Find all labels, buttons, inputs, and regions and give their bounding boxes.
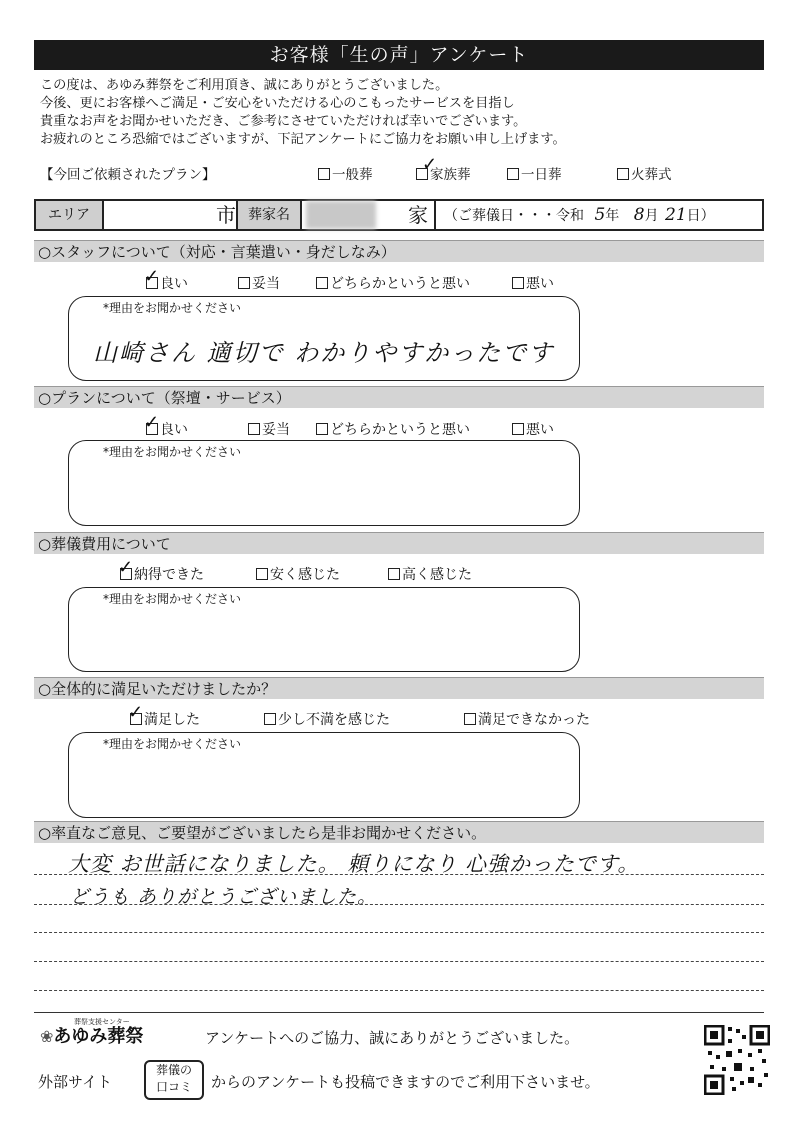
check-mark-icon: ✓	[144, 266, 160, 287]
section-plan-heading: ○プランについて（祭壇・サービス）	[34, 386, 764, 408]
writing-line	[34, 932, 764, 933]
section-overall-heading: ○全体的に満足いただけましたか？	[34, 677, 764, 699]
logo-text: あゆみ葬祭	[53, 1026, 144, 1047]
plan-options	[0, 412, 800, 439]
option-label: 少し不満を感じた	[278, 712, 390, 728]
date-year-unit: 年	[605, 208, 620, 224]
check-mark-icon: ✓	[422, 154, 438, 175]
intro-line: この度は、あゆみ葬祭をご利用頂き、誠にありがとうございました。	[40, 78, 449, 93]
opinion-line-1: 大変 お世話になりました。 頼りになり 心強かったです。	[68, 852, 640, 876]
badge-top: 葬儀の	[155, 1063, 192, 1077]
reason-label: *理由をお聞かせください	[103, 301, 242, 315]
checkbox[interactable]	[318, 168, 330, 180]
reason-label: *理由をお聞かせください	[103, 737, 242, 751]
option-label: 妥当	[262, 422, 290, 438]
intro-line: 今後、更にお客様へご満足・ご安心をいただける心のこもったサービスを目指し	[40, 96, 515, 111]
info-table	[34, 199, 764, 231]
checkbox[interactable]	[316, 277, 328, 289]
option-label: どちらかというと悪い	[330, 276, 470, 292]
footer-thanks: アンケートへのご協力、誠にありがとうございました。	[205, 1029, 580, 1047]
option-label: 満足できなかった	[478, 712, 590, 728]
external-site-label: 外部サイト	[38, 1073, 112, 1091]
date-day-unit: 日）	[686, 208, 715, 224]
opinion-line-2: どうも ありがとうございました。	[70, 886, 378, 908]
company-logo	[40, 1022, 143, 1048]
cost-option-expensive[interactable]	[388, 564, 472, 584]
intro-line: お疲れのところ恐縮ではございますが、下記アンケートにご協力をお願い申し上げます。	[40, 132, 566, 147]
section-opinion-heading: ○率直なご意見、ご要望がございましたら是非お聞かせください。	[34, 821, 764, 843]
checkbox[interactable]	[464, 713, 476, 725]
writing-line	[34, 904, 764, 905]
area-label: エリア	[36, 201, 102, 229]
logo-mark-icon: ❀	[40, 1027, 54, 1046]
plan-option-4[interactable]	[617, 163, 672, 183]
staff-reason-box[interactable]	[68, 296, 580, 381]
option-label: 妥当	[252, 276, 280, 292]
cost-option-cheap[interactable]	[256, 564, 340, 584]
option-label: 納得できた	[134, 567, 204, 583]
checkbox[interactable]	[388, 568, 400, 580]
staff-option-fair[interactable]	[238, 273, 280, 293]
plan-option-label: 火葬式	[631, 167, 672, 183]
date-label: （ご葬儀日・・・令和	[444, 208, 584, 224]
logo-subtitle: 葬祭支援センター	[74, 1018, 130, 1026]
staff-options	[0, 266, 800, 293]
kuchikomi-badge[interactable]	[144, 1060, 204, 1100]
option-label: 安く感じた	[270, 567, 340, 583]
plan-option-label: 家族葬	[430, 167, 471, 183]
plan-option-label: 一日葬	[521, 167, 562, 183]
writing-line	[34, 874, 764, 875]
checkbox[interactable]	[238, 277, 250, 289]
staff-option-rather-bad[interactable]	[316, 273, 470, 293]
plan-option-2[interactable]	[416, 154, 471, 183]
family-name-redacted	[306, 201, 376, 229]
cost-option-agreed[interactable]	[118, 557, 204, 584]
check-mark-icon: ✓	[118, 557, 134, 578]
option-label: 悪い	[526, 422, 554, 438]
check-mark-icon: ✓	[128, 702, 144, 723]
overall-option-satisfied[interactable]	[128, 702, 200, 729]
checkbox[interactable]	[248, 423, 260, 435]
plan-option-good[interactable]	[144, 412, 188, 439]
date-day: 21	[665, 205, 687, 225]
option-label: 良い	[160, 422, 188, 438]
reason-label: *理由をお聞かせください	[103, 445, 242, 459]
writing-line	[34, 990, 764, 991]
staff-option-bad[interactable]	[512, 273, 554, 293]
overall-reason-box[interactable]	[68, 732, 580, 818]
overall-option-unsatisfied[interactable]	[464, 709, 590, 729]
checkbox[interactable]	[256, 568, 268, 580]
plan-reason-box[interactable]	[68, 440, 580, 526]
footer-post-text: からのアンケートも投稿できますのでご利用下さいませ。	[211, 1073, 600, 1091]
section-cost-heading: ○葬儀費用について	[34, 532, 764, 554]
family-label: 葬家名	[238, 201, 300, 229]
reason-label: *理由をお聞かせください	[103, 592, 242, 606]
checkbox[interactable]	[264, 713, 276, 725]
page-title: お客様「生の声」アンケート	[34, 40, 764, 70]
plan-option-3[interactable]	[507, 163, 562, 183]
intro-line: 貴重なお声をお聞かせいただき、ご参考にさせていただければ幸いでございます。	[40, 114, 527, 129]
intro-text	[40, 77, 770, 149]
date-month-unit: 月	[644, 208, 659, 224]
cost-reason-box[interactable]	[68, 587, 580, 672]
checkbox[interactable]	[617, 168, 629, 180]
date-year: 5	[594, 205, 606, 225]
option-label: 悪い	[526, 276, 554, 292]
plan-option-label: 一般葬	[332, 167, 373, 183]
option-label: 良い	[160, 276, 188, 292]
checkbox[interactable]	[507, 168, 519, 180]
option-label: 満足した	[144, 712, 200, 728]
date-month: 8	[633, 205, 645, 225]
checkbox[interactable]	[512, 423, 524, 435]
cost-options	[0, 557, 800, 584]
staff-option-good[interactable]	[144, 266, 188, 293]
checkbox[interactable]	[512, 277, 524, 289]
plan-option-rather-bad[interactable]	[316, 419, 470, 439]
family-suffix: 家	[408, 203, 428, 227]
section-staff-heading: ○スタッフについて（対応・言葉遣い・身だしなみ）	[34, 240, 764, 262]
plan-label: 【今回ご依頼されたプラン】	[40, 167, 216, 183]
funeral-date[interactable]	[444, 201, 715, 229]
overall-options	[0, 702, 800, 729]
plan-option-bad[interactable]	[512, 419, 554, 439]
staff-reason-answer: 山崎さん 適切で わかりやすかったです	[93, 339, 555, 367]
qr-code-icon[interactable]	[704, 1025, 770, 1095]
option-label: 高く感じた	[402, 567, 472, 583]
footer-divider	[34, 1012, 764, 1013]
checkbox[interactable]	[316, 423, 328, 435]
area-value[interactable]: 市	[216, 203, 236, 227]
plan-option-fair[interactable]	[248, 419, 290, 439]
check-mark-icon: ✓	[144, 412, 160, 433]
badge-bottom: 口コミ	[155, 1080, 192, 1094]
writing-line	[34, 961, 764, 962]
option-label: どちらかというと悪い	[330, 422, 470, 438]
overall-option-slightly[interactable]	[264, 709, 390, 729]
plan-option-1[interactable]	[318, 163, 373, 183]
